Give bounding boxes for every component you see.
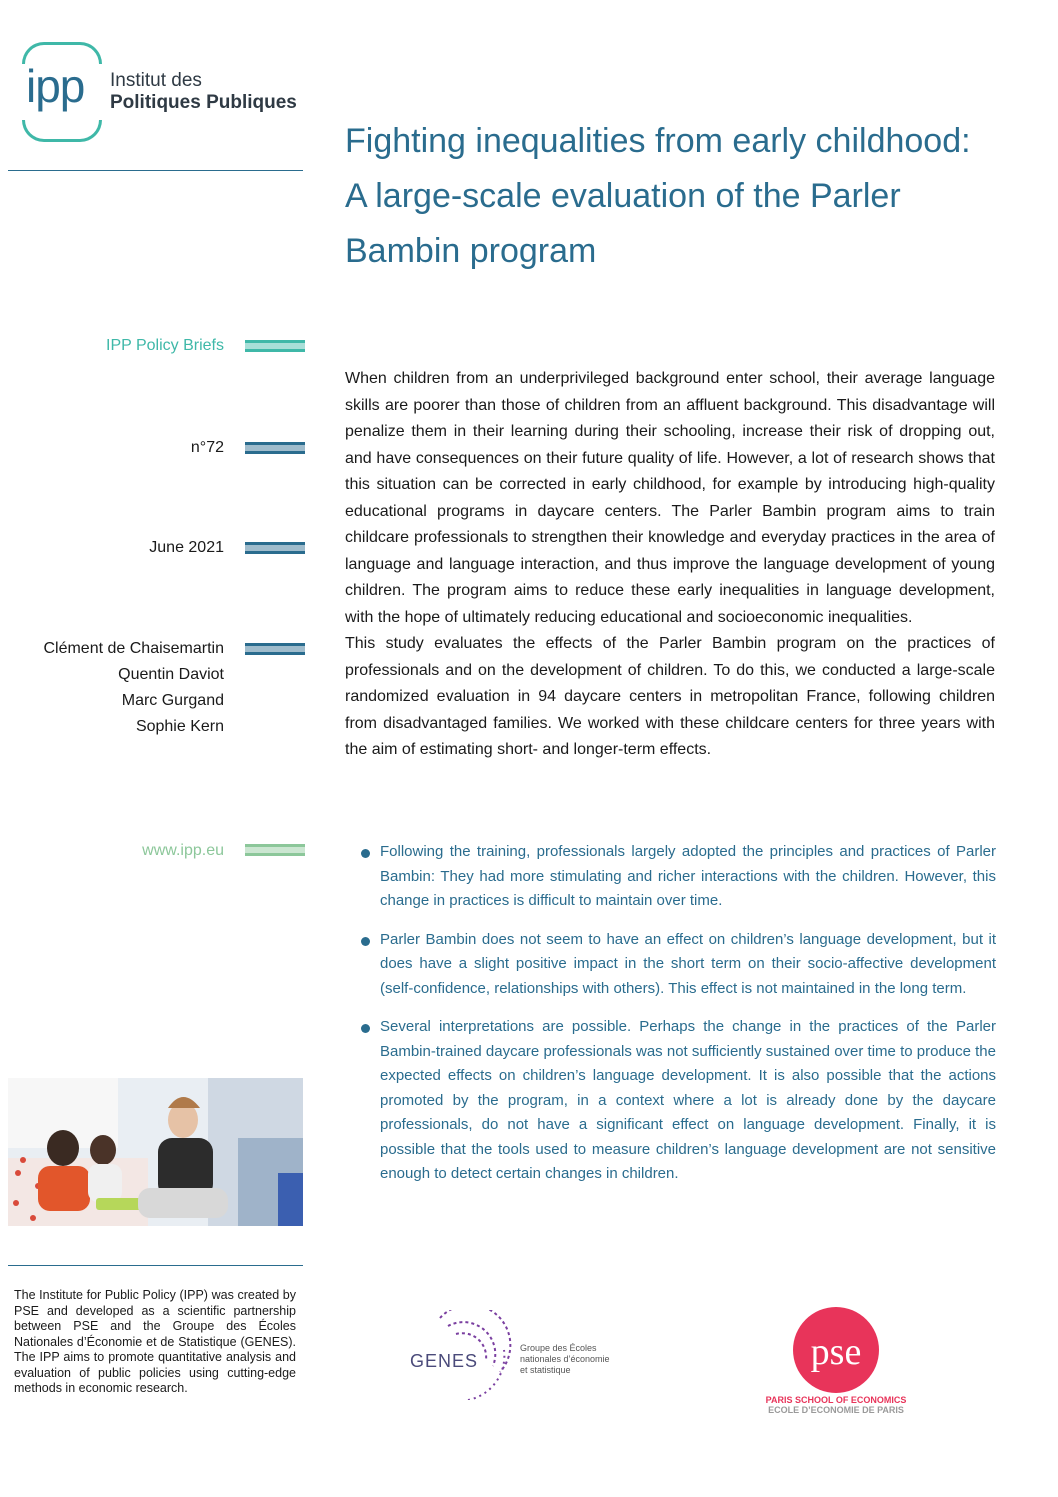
bullet-icon [361, 849, 370, 858]
pse-mark: pse [810, 1331, 862, 1373]
page-title: Fighting inequalities from early childhood: A large-scale evaluation of the Parler Bambin program [345, 122, 971, 270]
author: Clément de Chaisemartin [43, 640, 224, 657]
daycare-photo-illustration [8, 1078, 303, 1226]
series-bar [245, 340, 305, 352]
genes-sub-line: Groupe des Écoles [520, 1343, 597, 1353]
finding-text: Parler Bambin does not seem to have an effect on children’s language development, but it does have a slight positive impact in the short term on their socio-affective development (self-confidence, relationships with others). This effect is not maintained in the long term. [380, 930, 996, 997]
authors [43, 636, 224, 740]
bullet-icon [361, 937, 370, 946]
genes-sub-line: nationales d’économie [520, 1354, 610, 1364]
website-link[interactable]: www.ipp.eu [142, 842, 224, 859]
finding-text: Several interpretations are possible. Perhaps the change in the practices of the Parler Bambin-trained daycare professionals was not sufficiently sustained over time to produce the expected effects on children’s language development. It is also possible that the actions promoted by the program, in a context where a lot is already done by the daycare professionals, do not have a significant effect on language development. Finally, it is possible that the tools used to measure children’s language development are not sensitive enough to detect certain changes in children. [380, 1018, 996, 1182]
series-label: IPP Policy Briefs [106, 337, 224, 354]
author: Sophie Kern [135, 718, 224, 735]
genes-subtitle [520, 1343, 610, 1376]
author: Quentin Daviot [118, 666, 224, 683]
logo-line-1: Institut des [110, 70, 202, 91]
logo-arc-bottom [22, 120, 102, 142]
logo-name [110, 70, 297, 114]
genes-wordmark: GENES [410, 1351, 479, 1371]
issue-number: n°72 [190, 439, 224, 456]
about-ipp: The Institute for Public Policy (IPP) was created by PSE and developed as a scientific partnership between PSE and the Groupe des Écoles Nationales d’Économie et de Statistique (GENES). The IPP aims to promote quantitative analysis and evaluation of public policies using cutting-edge methods in economic research. [14, 1288, 296, 1395]
footer-divider [8, 1265, 303, 1266]
summary-paragraph: This study evaluates the effects of the Parler Bambin program on the practices of professionals and on the development of children. To do this, we conducted a large-scale randomized evaluation in 94 daycare centers in metropolitan France, following children from disadvantaged families. We worked with these childcare centers for three years with the aim of estimating short- and longer-term effects. [345, 635, 995, 758]
authors-bar [245, 643, 305, 655]
cover-photo [8, 1078, 303, 1226]
bullet-icon [361, 1024, 370, 1033]
pse-name-en: PARIS SCHOOL OF ECONOMICS [765, 1395, 907, 1405]
header-divider [8, 170, 303, 171]
summary-paragraph: When children from an underprivileged background enter school, their average language skills are poorer than those of children from an affluent background. This disadvantage will penalize them in their learning during their schooling, increase their risk of dropping out, and have consequences on their future quality of life. However, a lot of research shows that this situation can be corrected in early childhood, for example by introducing high-quality educational programs in daycare centers. The Parler Bambin program aims to train childcare professionals to strengthen their knowledge and everyday practices in the area of language and language interaction, and thus improve the language development of young children. The program aims to reduce these early inequalities in language development, with the hope of ultimately reducing educational and socioeconomic inequalities. [345, 370, 995, 626]
publication-date: June 2021 [149, 539, 224, 556]
genes-sub-line: et statistique [520, 1365, 571, 1375]
issue-bar [245, 442, 305, 454]
date-bar [245, 542, 305, 554]
pse-name-fr: ECOLE D’ECONOMIE DE PARIS [768, 1405, 904, 1415]
logo-line-2: Politiques Publiques [110, 92, 297, 113]
website-bar [245, 844, 305, 856]
summary-text [345, 366, 995, 764]
finding-item [360, 928, 996, 1002]
logo-mark: ipp [26, 60, 85, 112]
author: Marc Gurgand [121, 692, 224, 709]
finding-text: Following the training, professionals largely adopted the principles and practices of Parler Bambin: They had more stimulating and richer interactions with the children. However, this change in practices is difficult to maintain over time. [380, 843, 996, 909]
finding-item [360, 840, 996, 914]
key-findings [360, 840, 996, 1201]
pse-logo-icon [792, 1306, 880, 1394]
finding-item [360, 1015, 996, 1187]
